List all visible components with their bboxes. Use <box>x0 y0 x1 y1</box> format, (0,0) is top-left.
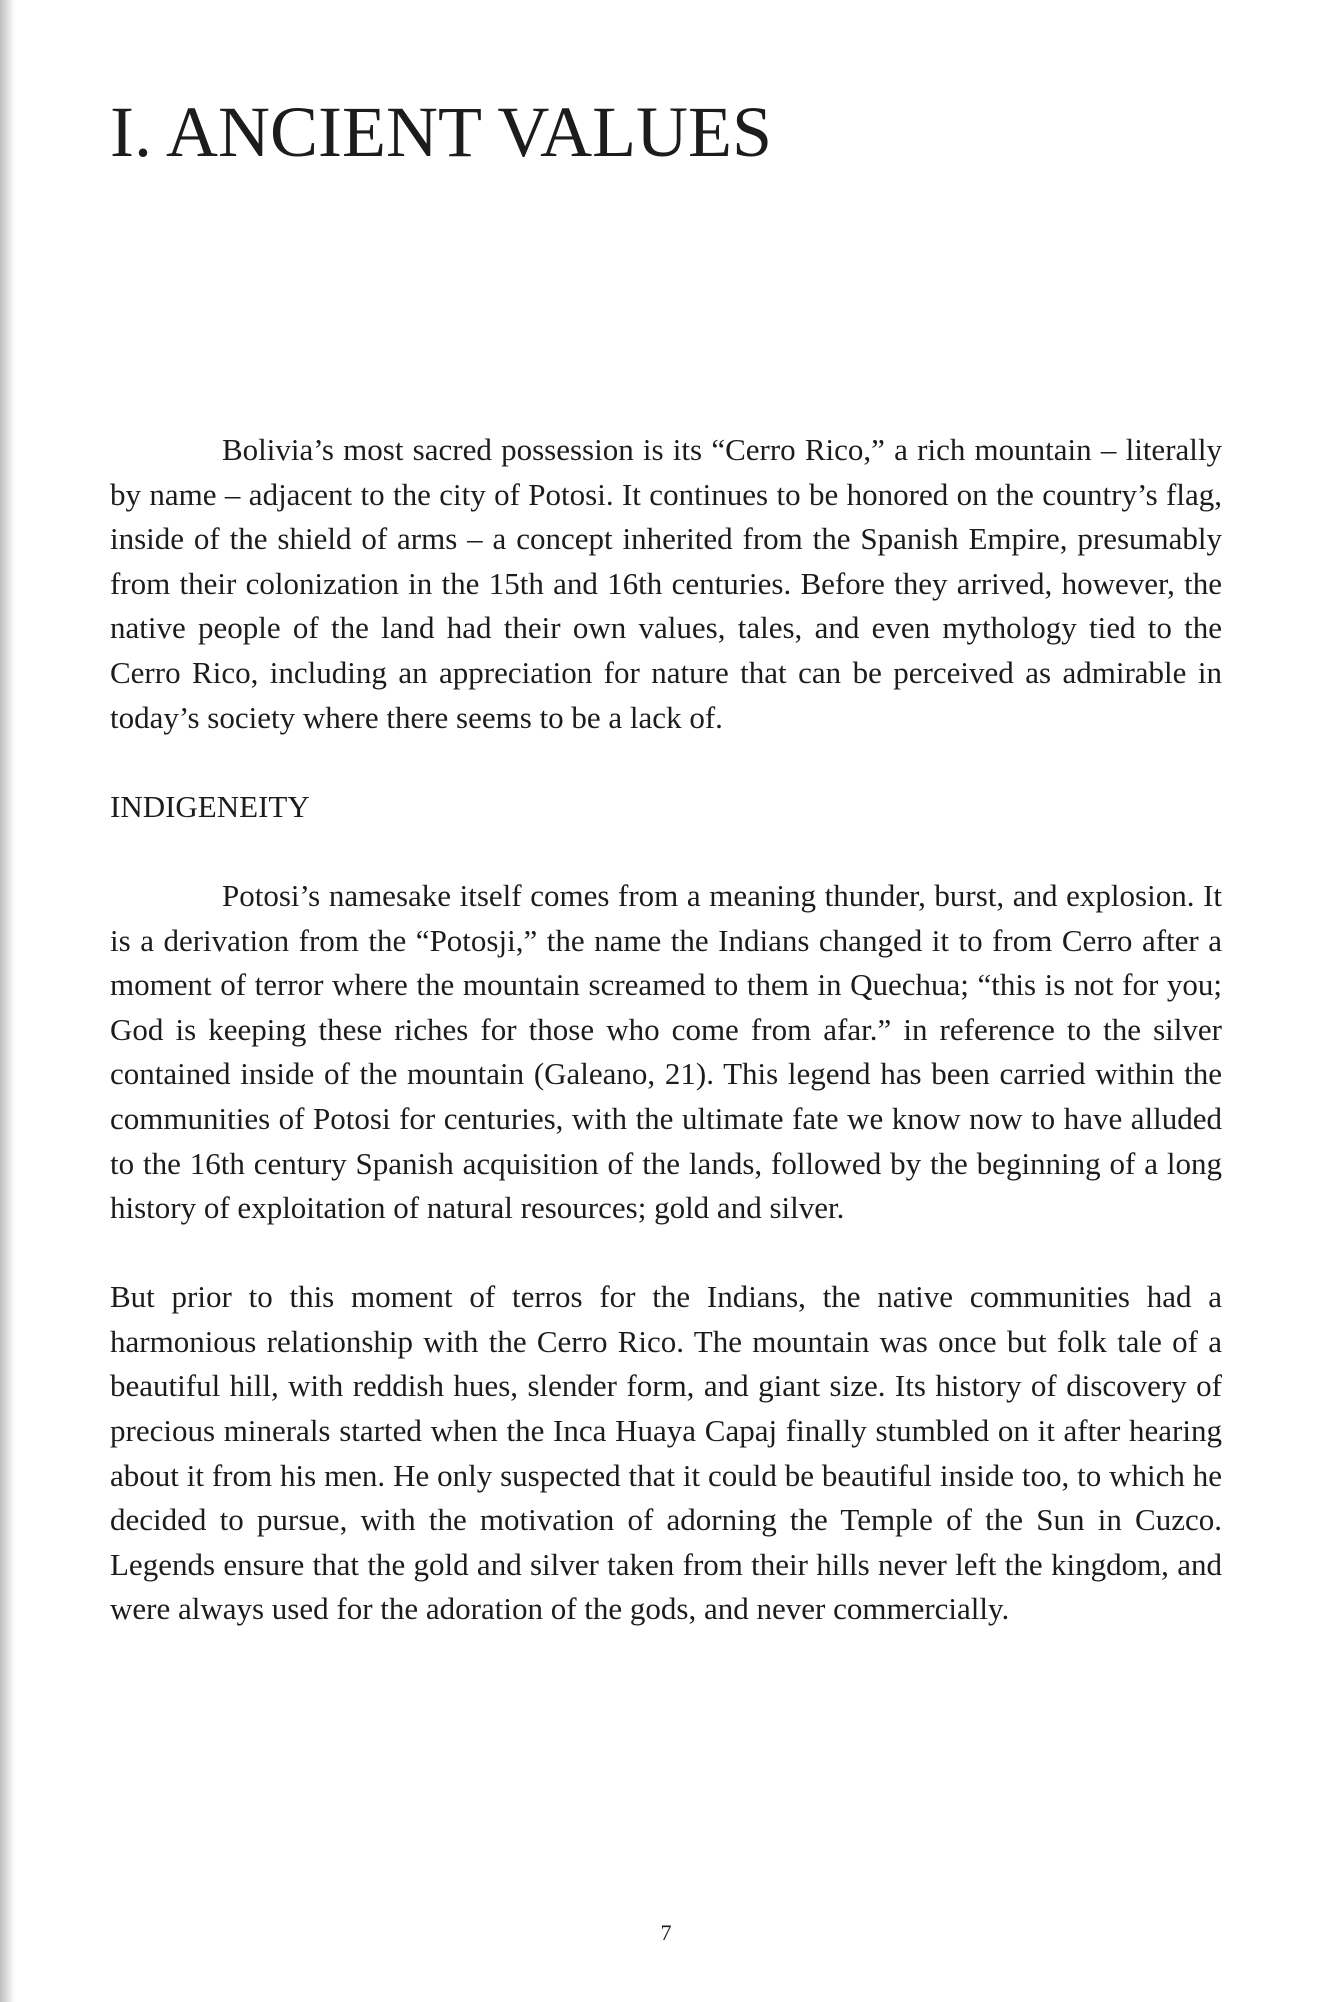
indigeneity-paragraph-1: Potosi’s namesake itself comes from a meaning thunder, burst, and explosion. It is a derivation from the “Potosji,” the name the Indians changed it to from Cerro after a moment of terror where the mountain screamed to them in Quechua; “this is not for you; God is keeping these riches for those who come from afar.” in reference to the silver contained inside of the mountain (Galeano, 21). This legend has been carried within the communities of Potosi for centuries, with the ultimate fate we know now to have alluded to the 16th century Spanish acquisition of the lands, followed by the beginning of a long history of exploitation of natural resources; gold and silver. <box>110 877 1222 1226</box>
book-page <box>110 0 1222 2002</box>
chapter-title: I. ANCIENT VALUES <box>110 92 773 172</box>
page-edge-shadow <box>0 0 16 2002</box>
intro-paragraph: Bolivia’s most sacred possession is its “Cerro Rico,” a rich mountain – literally by name – adjacent to the city of Potosi. It continues to be honored on the country’s flag, inside of the shield of arms – a concept inherited from the Spanish Empire, presumably from their colonization in the 15th and 16th centuries. Before they arrived, however, the native people of the land had their own values, tales, and even mythology tied to the Cerro Rico, including an appreciation for nature that can be perceived as admirable in today’s society where there seems to be a lack of. <box>110 432 1222 735</box>
section-heading-indigeneity: INDIGENEITY <box>110 788 310 824</box>
page-number: 7 <box>660 1920 672 1945</box>
indigeneity-paragraph-2: But prior to this moment of terros for the Indians, the native communities had a harmonious relationship with the Cerro Rico. The mountain was once but folk tale of a beautiful hill, with reddish hues, slender form, and giant size. Its history of discovery of precious minerals started when the Inca Huaya Capaj finally stumbled on it after hearing about it from his men. He only suspected that it could be beautiful inside too, to which he decided to pursue, with the motivation of adorning the Temple of the Sun in Cuzco. Legends ensure that the gold and silver taken from their hills never left the kingdom, and were always used for the adoration of the gods, and never commercially. <box>110 1279 1222 1627</box>
body-text <box>110 428 1222 1632</box>
